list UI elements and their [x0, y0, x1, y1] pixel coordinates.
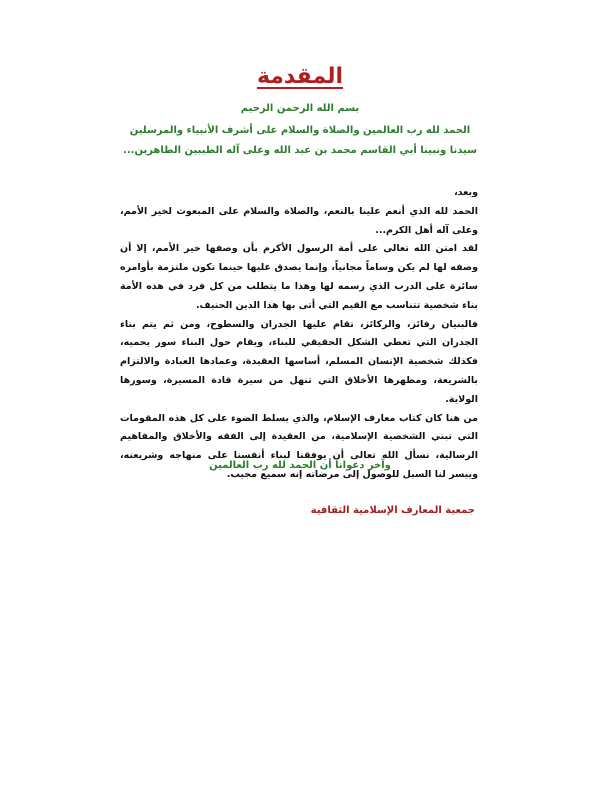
paragraph: وبعد، — [454, 187, 478, 198]
body-text — [120, 184, 478, 485]
paragraph: فالبنيان رفائز، والركائز، تقام عليها الجدران والسطوح، ومن ثم يتم بناء الجدران التي تعطي الشكل الحقيقي للبناء، ويقام حول البناء سور يحميه، فكذلك شخصية الإنسان المسلم، أساسها العقيدة، وعمادها العبادة والالتزام بالشريعة، ومظهرها الأخلاق التي تنهل من سيرة قادة المسيرة، وسورها الولاية. — [120, 318, 478, 405]
paragraph: من هنا كان كتاب معارف الإسلام، والذي يسلط الضوء على كل هذه المقومات التي تبني الشخصية الإسلامية، من العقيدة إلى الفقه والأخلاق والمفاهيم الرسالية، نسأل الله تعالى أن يوفقنا لبناء أنفسنا على منهاجه وشريعته، وييسر لنا السبل للوصول إلى مرضاته إنه سميع مجيب. — [120, 412, 478, 480]
basmala: بسم الله الرحمن الرحيم — [240, 103, 360, 114]
page-title — [0, 64, 600, 89]
page-title-text: المقدمة — [256, 64, 344, 89]
paragraph: الحمد لله الذي أنعم علينا بالنعم، والصلاة والسلام على المبعوث لخير الأمم، وعلى آله أهل الكرم... — [120, 205, 478, 236]
closing-line: وآخر دعوانا أن الحمد لله رب العالمين — [209, 460, 391, 471]
signature: جمعية المعارف الإسلامية الثقافية — [310, 505, 475, 516]
paragraph: لقد امتن الله تعالى على أمة الرسول الأكرم بأن وصفها خير الأمم، إلا أن وصفه لها لم يكن وساماً مجانياً، وإنما يصدق عليها حينما تكون ملتزمة بأوامره سائرة على الدرب الذي رسمه لها وهذا ما يتطلب من كل فرد في هذه الأمة بناء شخصية تتناسب مع القيم التي أتى بها هذا الدين الحنيف. — [120, 243, 478, 311]
intro-text: الحمد لله رب العالمين والصلاة والسلام على أشرف الأنبياء والمرسلين سيدنا ونبينا أبي القاسم محمد بن عبد الله وعلى آله الطيبين الطاهرين... — [123, 125, 477, 156]
